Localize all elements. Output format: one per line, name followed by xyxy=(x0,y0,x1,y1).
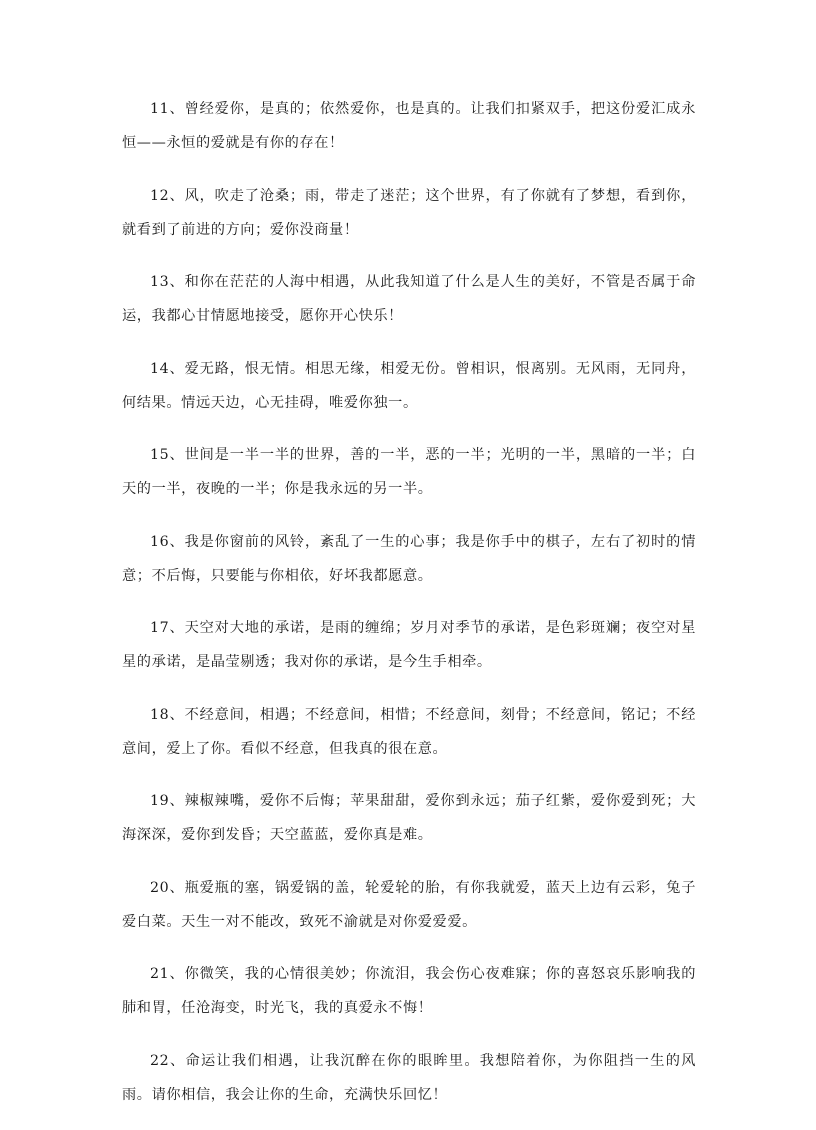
paragraph-11: 11、曾经爱你，是真的；依然爱你，也是真的。让我们扣紧双手，把这份爱汇成永恒——永恒的爱就是有你的存在！ xyxy=(122,101,696,151)
paragraph-13: 13、和你在茫茫的人海中相遇，从此我知道了什么是人生的美好，不管是否属于命运，我都心甘情愿地接受，愿你开心快乐！ xyxy=(122,274,696,324)
paragraph-21: 21、你微笑，我的心情很美妙；你流泪，我会伤心夜难寐；你的喜怒哀乐影响我的肺和胃，任沧海变，时光飞，我的真爱永不悔！ xyxy=(122,966,696,1016)
paragraph-17: 17、天空对大地的承诺，是雨的缠绵；岁月对季节的承诺，是色彩斑斓；夜空对星星的承诺，是晶莹剔透；我对你的承诺，是今生手相牵。 xyxy=(122,620,696,670)
paragraph-15: 15、世间是一半一半的世界，善的一半，恶的一半；光明的一半，黑暗的一半；白天的一半，夜晚的一半；你是我永远的另一半。 xyxy=(122,447,696,497)
paragraph-14: 14、爱无路，恨无情。相思无缘，相爱无份。曾相识，恨离别。无风雨，无同舟，何结果。情远天边，心无挂碍，唯爱你独一。 xyxy=(122,360,696,411)
paragraph-19: 19、辣椒辣嘴，爱你不后悔；苹果甜甜，爱你到永远；茄子红紫，爱你爱到死；大海深深，爱你到发昏；天空蓝蓝，爱你真是难。 xyxy=(122,793,696,843)
paragraph-12: 12、风，吹走了沧桑；雨，带走了迷茫；这个世界，有了你就有了梦想，看到你，就看到了前进的方向；爱你没商量！ xyxy=(122,187,696,238)
paragraph-16: 16、我是你窗前的风铃，紊乱了一生的心事；我是你手中的棋子，左右了初时的情意；不后悔，只要能与你相依，好坏我都愿意。 xyxy=(122,533,696,584)
paragraph-18: 18、不经意间，相遇；不经意间，相惜；不经意间，刻骨；不经意间，铭记；不经意间，爱上了你。看似不经意，但我真的很在意。 xyxy=(122,706,696,757)
document-body xyxy=(122,92,696,1130)
paragraph-20: 20、瓶爱瓶的塞，锅爱锅的盖，轮爱轮的胎，有你我就爱，蓝天上边有云彩，兔子爱白菜。天生一对不能改，致死不渝就是对你爱爱爱。 xyxy=(122,879,696,930)
paragraph-22: 22、命运让我们相遇，让我沉醉在你的眼眸里。我想陪着你，为你阻挡一生的风雨。请你相信，我会让你的生命，充满快乐回忆！ xyxy=(122,1052,696,1103)
